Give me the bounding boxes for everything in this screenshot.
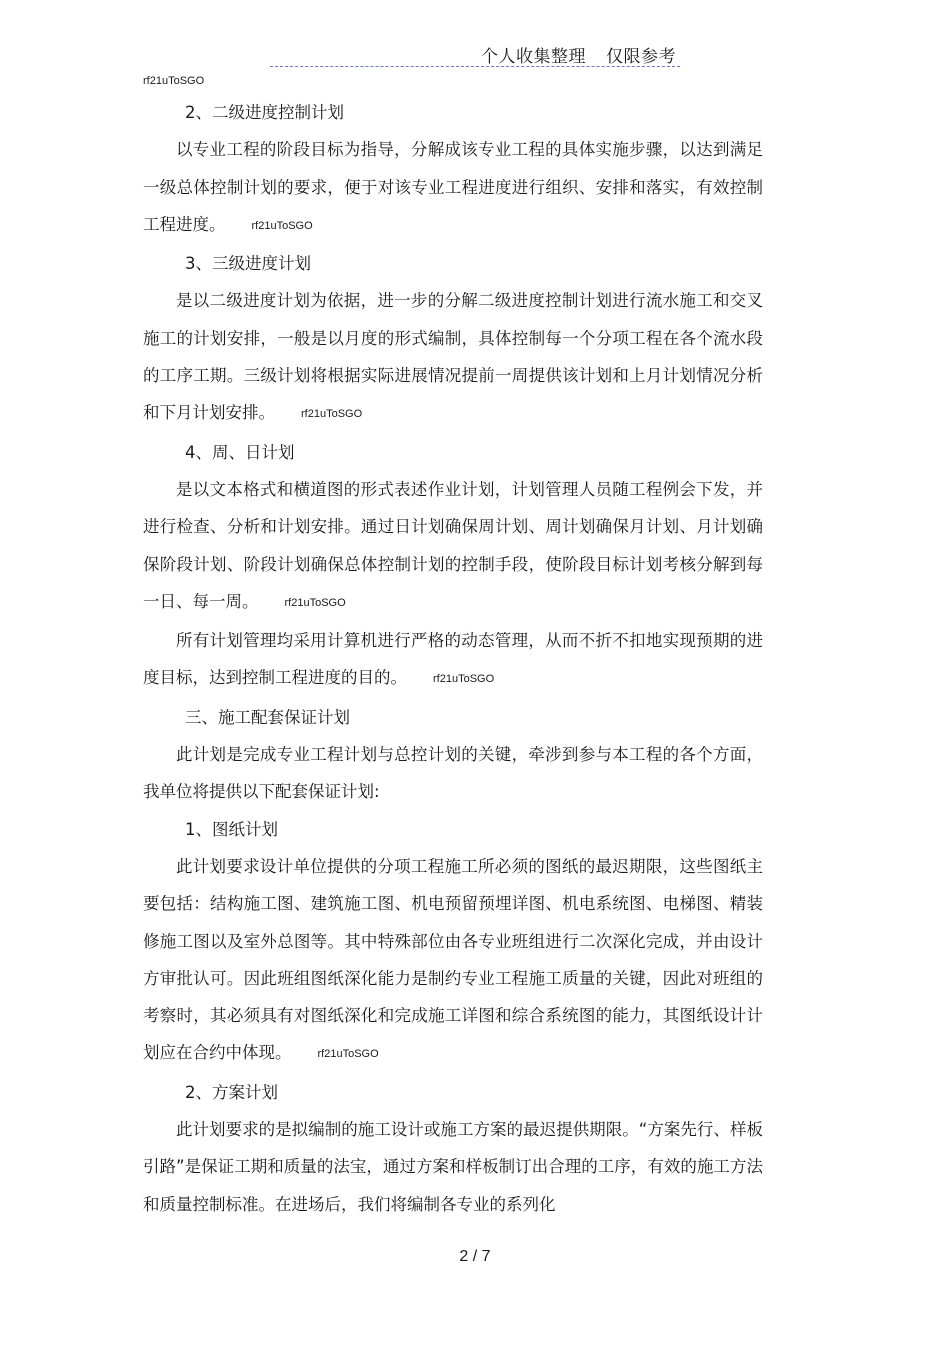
heading-scheme-plan: 2、方案计划	[185, 1082, 278, 1102]
heading-level2-plan: 2、二级进度控制计划	[185, 103, 344, 122]
header-text	[481, 42, 676, 67]
paragraph-level3-plan: 是以二级进度计划为依据，进一步的分解二级进度控制计划进行流水施工和交叉施工的计划安排，一般是以月度的形式编制，具体控制每一个分项工程在各个流水段的工序工期。三级计划将根据实际进展情况提前一周提供该计划和上月计划情况分析和下月计划安排。 rf21uToSGO	[143, 291, 763, 423]
page-header	[270, 40, 680, 67]
heading-section-three: 三、施工配套保证计划	[185, 707, 350, 727]
paragraph-level2-plan: 以专业工程的阶段目标为指导，分解成该专业工程的具体实施步骤，以达到满足一级总体控制计划的要求，便于对该专业工程进度进行组织、安排和落实，有效控制工程进度。 rf21uToSGO	[143, 140, 763, 234]
paragraph-scheme-plan: 此计划要求的是拟编制的施工设计或施工方案的最迟提供期限。“方案先行、样板引路”是保证工期和质量的法宝，通过方案和样板制订出合理的工序，有效的施工方法和质量控制标准。在进场后，我们将编制各专业的系列化	[143, 1120, 763, 1214]
paragraph-week-day-plan: 是以文本格式和横道图的形式表述作业计划，计划管理人员随工程例会下发，并进行检查、分析和计划安排。通过日计划确保周计划、周计划确保月计划、月计划确保阶段计划、阶段计划确保总体控制计划的控制手段，使阶段目标计划考核分解到每一日、每一周。 rf21uToSGO	[143, 479, 763, 611]
document-body	[143, 94, 763, 1223]
header-left-text: 个人收集整理	[481, 47, 586, 67]
heading-week-day-plan: 4、周、日计划	[185, 442, 295, 462]
watermark: rf21uToSGO	[317, 1048, 379, 1061]
watermark-top: rf21uToSGO	[143, 75, 205, 87]
watermark: rf21uToSGO	[301, 408, 363, 421]
watermark: rf21uToSGO	[433, 673, 495, 686]
watermark: rf21uToSGO	[284, 596, 346, 609]
page-number: 2 / 7	[459, 1248, 491, 1265]
paragraph-drawing-plan: 此计划要求设计单位提供的分项工程施工所必须的图纸的最迟期限，这些图纸主要包括：结构施工图、建筑施工图、机电预留预埋详图、机电系统图、电梯图、精装修施工图以及室外总图等。其中特殊部位由各专业班组进行二次深化完成，并由设计方审批认可。因此班组图纸深化能力是制约专业工程施工质量的关键，因此对班组的考察时，其必须具有对图纸深化和完成施工详图和综合系统图的能力，其图纸设计计划应在合约中体现。 rf21uToSGO	[143, 856, 763, 1063]
paragraph-section-three: 此计划是完成专业工程计划与总控计划的关键，牵涉到参与本工程的各个方面，我单位将提供以下配套保证计划:	[143, 745, 763, 802]
watermark: rf21uToSGO	[251, 219, 313, 232]
heading-level3-plan: 3、三级进度计划	[185, 254, 311, 274]
heading-drawing-plan: 1、图纸计划	[185, 819, 278, 839]
paragraph-dynamic-management: 所有计划管理均采用计算机进行严格的动态管理，从而不折不扣地实现预期的进度目标，达到控制工程进度的目的。 rf21uToSGO	[143, 631, 763, 688]
header-right-text: 仅限参考	[606, 47, 676, 67]
